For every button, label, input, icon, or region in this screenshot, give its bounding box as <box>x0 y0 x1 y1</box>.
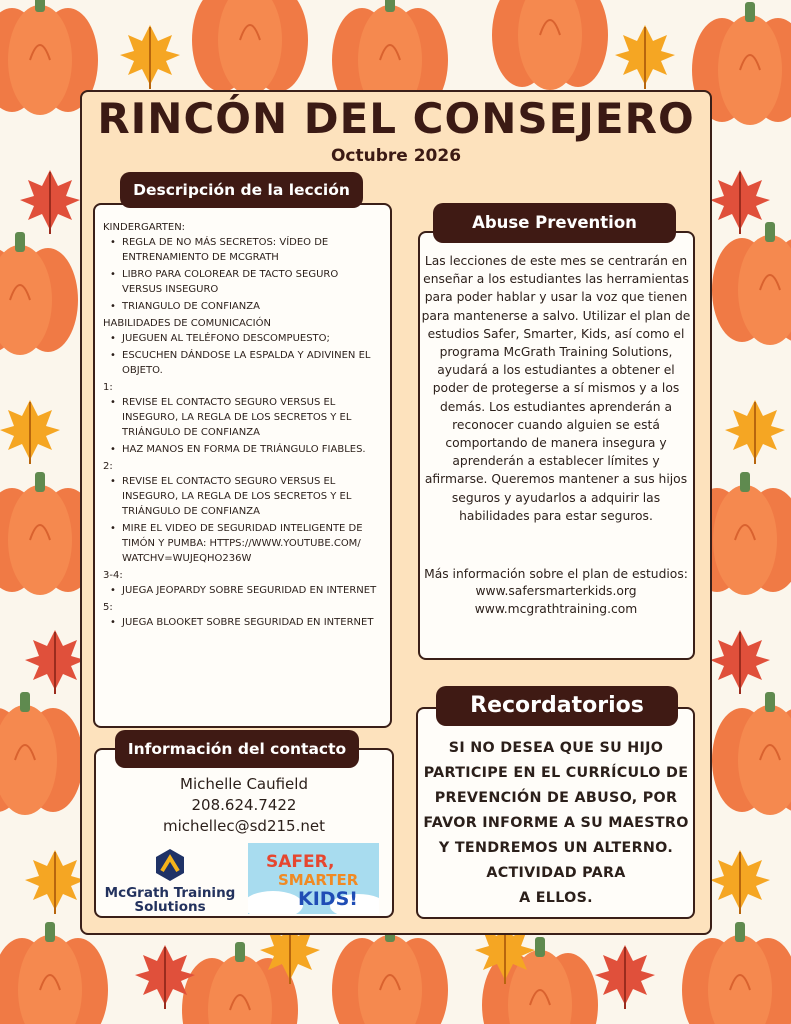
page-date: Octubre 2026 <box>330 146 462 166</box>
link-mcgrath[interactable]: www.mcgrathtraining.com <box>474 601 638 616</box>
lesson-item: • TRIANGULO DE CONFIANZA <box>103 299 380 314</box>
lesson-group-heading: HABILIDADES DE COMUNICACIÓN <box>103 318 271 329</box>
lesson-item: • JUEGA BLOOKET SOBRE SEGURIDAD EN INTERNET <box>103 615 380 630</box>
lesson-group-list <box>103 474 380 566</box>
safer-smarter-kids-logo <box>248 843 379 914</box>
more-info <box>420 566 692 618</box>
mcgrath-logo-icon <box>155 849 185 881</box>
lesson-group-list <box>103 331 380 378</box>
lesson-item: • LIBRO PARA COLOREAR DE TACTO SEGURO VERSUS INSEGURO <box>103 267 380 297</box>
lesson-group-list <box>103 583 380 598</box>
reminder-line: PREVENCIÓN DE ABUSO, POR <box>434 790 678 806</box>
lesson-group-heading: 1: <box>103 382 113 393</box>
contact-tag: Información del contacto <box>115 730 359 768</box>
lesson-item: • MIRE EL VIDEO DE SEGURIDAD INTELIGENTE DE TIMÓN Y PUMBA: HTTPS://WWW.YOUTUBE.COM/ WATCHV=WUJEQHO236W <box>103 521 380 566</box>
contact-info <box>96 774 392 837</box>
ssk-logo-art <box>248 843 379 914</box>
lesson-group-heading: 3-4: <box>103 570 123 581</box>
page-title: RINCÓN DEL CONSEJERO <box>97 94 695 143</box>
abuse-body: Las lecciones de este mes se centrarán en enseñar a los estudiantes las herramientas para poder hablar y usar la voz que tienen para mantenerse a salvo. Utilizar el plan de estudios Safer, Smarter, Kids, así como el programa McGrath Training Solutions, ayudará a los estudiantes a obtener el poder de protegerse a sí mismos y a los demás. Los estudiantes aprenderán a reconocer cuando alguien se está comportando de manera insegura y aprenderán a establecer límites y afirmarse. Queremos mantener a sus hijos seguros y ayudarlos a adquirir las habilidades para estar seguros. <box>421 254 691 523</box>
reminders-tag: Recordatorios <box>436 686 678 726</box>
mcgrath-logo-name: McGrath Training Solutions <box>104 885 236 915</box>
ssk-line3: KIDS! <box>298 888 358 910</box>
contact-email[interactable]: michellec@sd215.net <box>163 817 325 835</box>
ssk-line1: SAFER, <box>266 852 335 872</box>
contact-name: Michelle Caufield <box>180 775 308 793</box>
more-info-label: Más información sobre el plan de estudios: <box>424 567 688 581</box>
link-safersmarterkids[interactable]: www.safersmarterkids.org <box>475 584 637 599</box>
lesson-group-list <box>103 615 380 630</box>
lesson-item: • REVISE EL CONTACTO SEGURO VERSUS EL INSEGURO, LA REGLA DE LOS SECRETOS Y EL TRIÁNGULO DE CONFIANZA <box>103 474 380 519</box>
reminder-line: Y TENDREMOS UN ALTERNO. <box>438 840 674 856</box>
abuse-tag: Abuse Prevention <box>433 203 676 243</box>
lesson-item: • JUEGUEN AL TELÉFONO DESCOMPUESTO; <box>103 331 380 346</box>
lesson-item: • REGLA DE NO MÁS SECRETOS: VÍDEO DE ENTRENAMIENTO DE MCGRATH <box>103 235 380 265</box>
mcgrath-logo <box>100 846 240 916</box>
reminder-line: A ELLOS. <box>519 890 593 906</box>
lesson-group-heading: KINDERGARTEN: <box>103 222 186 233</box>
lesson-group-heading: 2: <box>103 461 113 472</box>
reminder-line: PARTICIPE EN EL CURRÍCULO DE <box>423 765 689 781</box>
contact-phone[interactable]: 208.624.7422 <box>191 796 297 814</box>
reminder-line: ACTIVIDAD PARA <box>486 865 626 881</box>
reminder-text <box>418 736 694 911</box>
lesson-group-heading: 5: <box>103 602 113 613</box>
lesson-list <box>95 205 390 640</box>
lesson-item: • JUEGA JEOPARDY SOBRE SEGURIDAD EN INTERNET <box>103 583 380 598</box>
lesson-group-list <box>103 395 380 457</box>
ssk-line2: SMARTER <box>278 871 359 889</box>
reminder-line: FAVOR INFORME A SU MAESTRO <box>423 815 689 831</box>
lesson-item: • REVISE EL CONTACTO SEGURO VERSUS EL INSEGURO, LA REGLA DE LOS SECRETOS Y EL TRIÁNGULO DE CONFIANZA <box>103 395 380 440</box>
lesson-item: • ESCUCHEN DÁNDOSE LA ESPALDA Y ADIVINEN EL OBJETO. <box>103 348 380 378</box>
reminder-line: SI NO DESEA QUE SU HIJO <box>448 740 664 756</box>
lesson-tag: Descripción de la lección <box>120 172 363 208</box>
lesson-group-list <box>103 235 380 314</box>
lesson-item: • HAZ MANOS EN FORMA DE TRIÁNGULO FIABLES. <box>103 442 380 457</box>
lesson-panel <box>93 203 392 728</box>
